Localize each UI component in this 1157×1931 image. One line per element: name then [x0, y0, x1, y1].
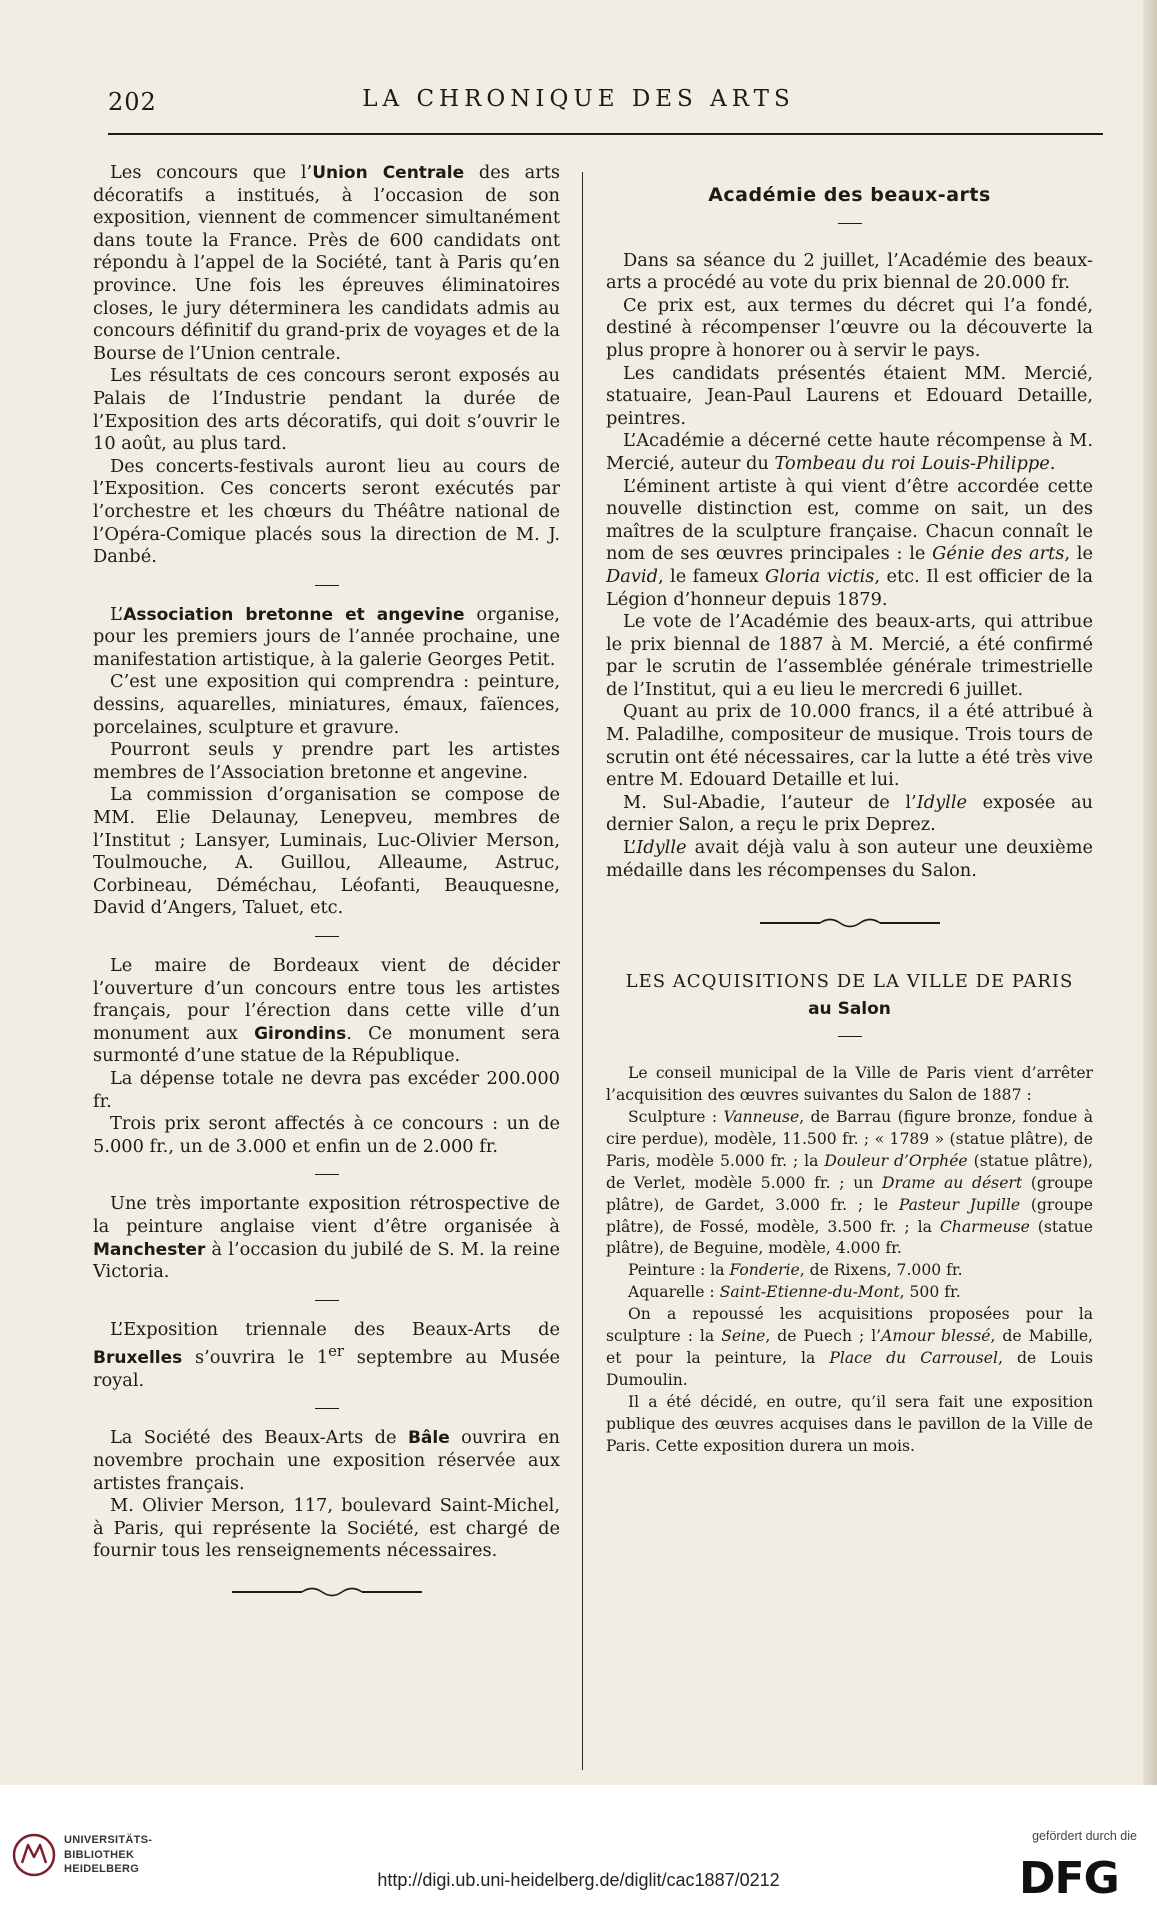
academie-paragraph-3: Les candidats présentés étaient MM. Mercié, statuaire, Jean-Paul Laurens et Edouard Detaille, peintres.: [606, 362, 1093, 429]
academie-paragraph-9: L’Idylle avait déjà valu à son auteur une deuxième médaille dans les récompenses du Salon.: [606, 837, 1093, 881]
left-column: [93, 162, 560, 1619]
header-rule: [108, 133, 1103, 135]
page-edge-shadow: [1143, 0, 1157, 1785]
union-paragraph-1: Les concours que l’Union Centrale des arts décoratifs a institués, à l’occasion de son exposition, viennent de commencer simultanément dans toute la France. Près de 600 candidats ont répondu à l’appel de la Société, tant à Paris qu’en province. Une fois les épreuves éliminatoires closes, le jury déterminera les candidats admis au concours définitif du grand-prix de voyages et de la Bourse de l’Union centrale.: [93, 162, 560, 364]
section-dash: [315, 1408, 339, 1409]
acquisitions-paragraph-3: Peinture : la Fonderie, de Rixens, 7.000 fr.: [628, 1261, 963, 1280]
academie-paragraph-1: Dans sa séance du 2 juillet, l’Académie des beaux-arts a procédé au vote du prix biennal de 20.000 fr.: [606, 249, 1093, 294]
academie-paragraph-6: Le vote de l’Académie des beaux-arts, qui attribue le prix biennal de 1887 à M. Mercié, a été confirmé par le scrutin de l’assemblée générale trimestrielle de l’Institut, qui a eu lieu le mercredi 6 juillet.: [606, 611, 1093, 700]
bordeaux-paragraph-3: Trois prix seront affectés à ce concours : un de 5.000 fr., un de 3.000 et enfin un de 2.000 fr.: [93, 1113, 560, 1157]
bordeaux-paragraph-2: La dépense totale ne devra pas excéder 200.000 fr.: [93, 1067, 560, 1112]
union-paragraph-3: Des concerts-festivals auront lieu au cours de l’Exposition. Ces concerts seront exécutés par l’orchestre et les chœurs du Théâtre national de l’Opéra-Comique placés sous la direction de M. J. Danbé.: [93, 455, 560, 568]
acquisitions-paragraph-2: Sculpture : Vanneuse, de Barrau (figure bronze, fondue à cire perdue), modèle, 11.500 fr. ; « 1789 » (statue plâtre), de Paris, modèle 5.000 fr. ; la Douleur d’Orphée (statue plâtre), de Verlet, modèle 5.000 fr. ; un Drame au désert (groupe plâtre), de Gardet, 3.000 fr. ; le Pasteur Jupille (groupe plâtre), de Fossé, modèle, 3.500 fr. ; la Charmeuse (statue plâtre), de Beguine, modèle, 4.000 fr.: [606, 1108, 1094, 1258]
section-dash: [315, 585, 339, 586]
acquisitions-subheading: au Salon: [808, 999, 891, 1020]
bretonne-paragraph-1: L’Association bretonne et angevine organise, pour les premiers jours de l’année prochaine, une manifestation artistique, à la galerie Georges Petit.: [93, 603, 560, 670]
section-ornament: [760, 916, 940, 930]
column-divider: [582, 172, 583, 1770]
end-ornament: [232, 1585, 422, 1599]
permalink-url[interactable]: http://digi.ub.uni-heidelberg.de/diglit/cac1887/0212: [377, 1870, 780, 1890]
academie-paragraph-7: Quant au prix de 10.000 francs, il a été attribué à M. Paladilhe, compositeur de musique. Trois tours de scrutin ont été nécessaires, car la lutte a été très vive entre M. Edouard Detaille et lui.: [606, 701, 1093, 791]
library-footer: [0, 1785, 1157, 1931]
academie-paragraph-4: L’Académie a décerné cette haute récompense à M. Mercié, auteur du Tombeau du roi Louis-Philippe.: [606, 430, 1093, 474]
union-paragraph-2: Les résultats de ces concours seront exposés au Palais de l’Industrie pendant la durée de l’Exposition des arts décoratifs, qui doit s’ouvrir le 10 août, au plus tard.: [93, 365, 560, 455]
academie-paragraph-5: L’éminent artiste à qui vient d’être accordée cette nouvelle distinction est, comme on sait, un des maîtres de la sculpture française. Chacun connaît le nom de ses œuvres principales : le Génie des arts, le David, le fameux Gloria victis, etc. Il est officier de la Légion d’honneur depuis 1879.: [606, 475, 1093, 610]
svg-text:DFG: DFG: [1019, 1855, 1119, 1899]
library-name-line-1: UNIVERSITÄTS-: [64, 1834, 153, 1846]
academie-paragraph-8: M. Sul-Abadie, l’auteur de l’Idylle exposée au dernier Salon, a reçu le prix Deprez.: [606, 791, 1093, 836]
section-dash: [315, 1174, 339, 1175]
bale-paragraph-2: M. Olivier Merson, 117, boulevard Saint-Michel, à Paris, qui représente la Société, est chargé de fournir tous les renseignements nécessaires.: [93, 1495, 560, 1562]
section-dash: [315, 1300, 339, 1301]
acquisitions-paragraph-5: On a repoussé les acquisitions proposées pour la sculpture : la Seine, de Puech ; l’Amour blessé, de Mabille, et pour la peinture, la Place du Carrousel, de Louis Dumoulin.: [606, 1305, 1094, 1389]
right-column: [606, 162, 1093, 1458]
funded-by-label: gefördert durch die: [1032, 1829, 1137, 1843]
acquisitions-paragraph-6: Il a été décidé, en outre, qu’il sera fait une exposition publique des œuvres acquises dans le pavillon de la Ville de Paris. Cette exposition durera un mois.: [606, 1392, 1093, 1455]
acquisitions-heading: LES ACQUISITIONS DE LA VILLE DE PARIS: [625, 971, 1074, 993]
library-name-line-3: HEIDELBERG: [64, 1863, 140, 1875]
dfg-logo-icon: [1019, 1855, 1137, 1899]
bretonne-paragraph-4: La commission d’organisation se compose de MM. Elie Delaunay, Lenepveu, membres de l’Institut ; Lansyer, Luminais, Luc-Olivier Merson, Toulmouche, A. Guillou, Alleaume, Astruc, Corbineau, Déméchau, Léofanti, Beauquesne, David d’Angers, Taluet, etc.: [93, 784, 560, 919]
bordeaux-paragraph-1: Le maire de Bordeaux vient de décider l’ouverture d’un concours entre tous les artistes français, pour l’érection dans cette ville d’un monument aux Girondins. Ce monument sera surmonté d’une statue de la République.: [93, 955, 560, 1067]
acquisitions-paragraph-4: Aquarelle : Saint-Etienne-du-Mont, 500 fr.: [628, 1283, 961, 1302]
bretonne-paragraph-2: C’est une exposition qui comprendra : peinture, dessins, aquarelles, miniatures, émaux, faïences, porcelaines, sculpture et gravure.: [93, 671, 560, 738]
acquisitions-body: [606, 1063, 1093, 1457]
academie-paragraph-2: Ce prix est, aux termes du décret qui l’a fondé, destiné à récompenser l’œuvre ou la découverte la plus propre à honorer ou à servir le pays.: [606, 294, 1093, 361]
manchester-paragraph: Une très importante exposition rétrospective de la peinture anglaise vient d’être organisée à Manchester à l’occasion du jubilé de S. M. la reine Victoria.: [93, 1193, 560, 1283]
bale-paragraph-1: La Société des Beaux-Arts de Bâle ouvrira en novembre prochain une exposition réservée aux artistes français.: [93, 1427, 560, 1494]
academie-heading: Académie des beaux-arts: [708, 184, 991, 206]
library-name-line-2: BIBLIOTHEK: [64, 1848, 135, 1861]
bretonne-paragraph-3: Pourront seuls y prendre part les artistes membres de l’Association bretonne et angevine.: [93, 739, 560, 783]
acquisitions-paragraph-1: Le conseil municipal de la Ville de Paris vient d’arrêter l’acquisition des œuvres suivantes du Salon de 1887 :: [606, 1064, 1093, 1105]
running-title: LA CHRONIQUE DES ARTS: [362, 86, 795, 112]
page-number: 202: [108, 88, 157, 116]
bruxelles-paragraph: L’Exposition triennale des Beaux-Arts de Bruxelles s’ouvrira le 1er septembre au Musée royal.: [93, 1318, 560, 1391]
section-dash: [838, 223, 862, 224]
section-dash: [315, 936, 339, 937]
section-dash: [838, 1036, 862, 1037]
